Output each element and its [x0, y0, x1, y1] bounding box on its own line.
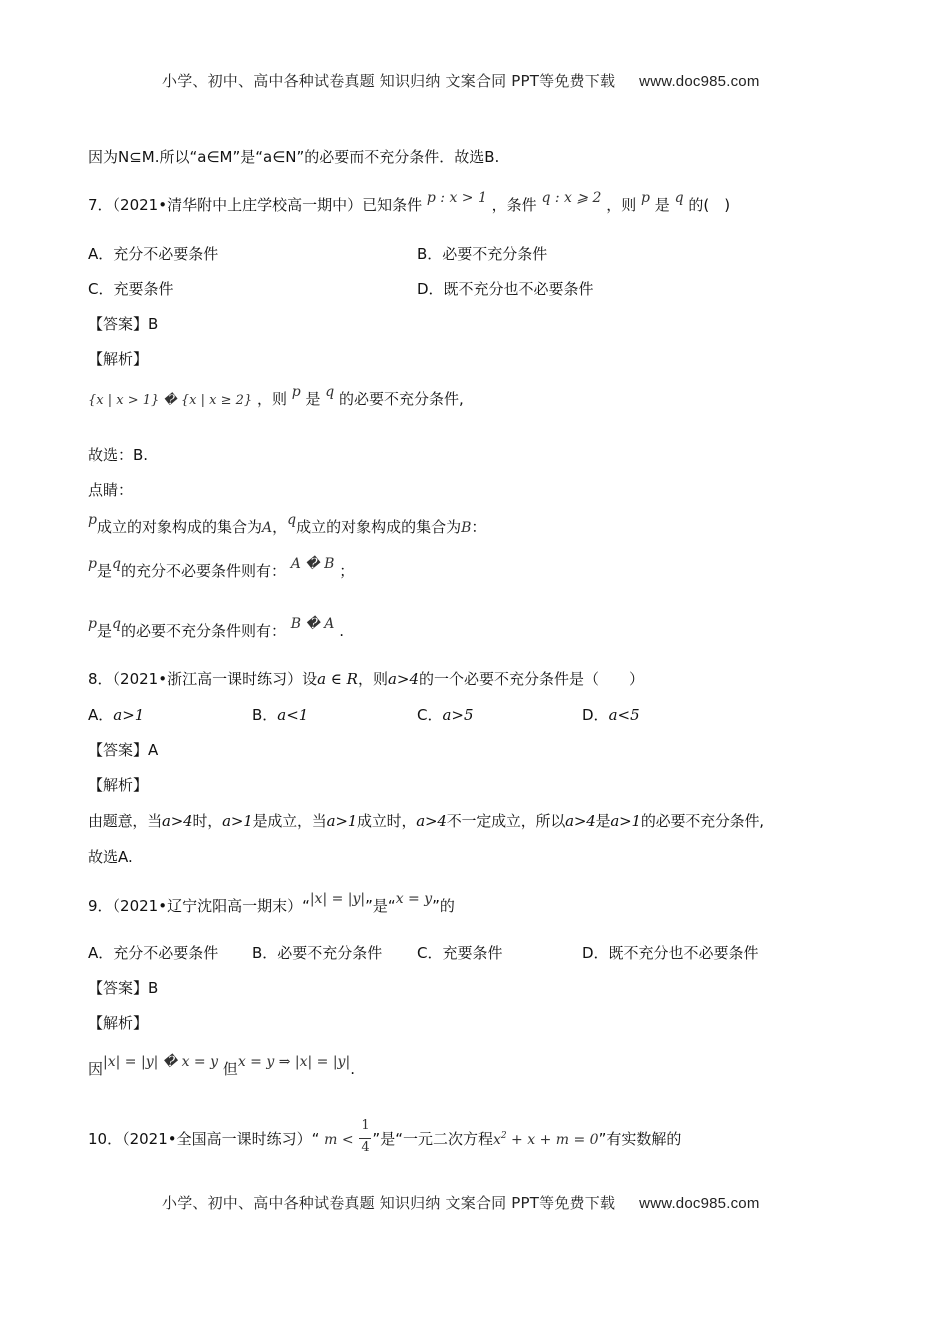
q7-note-line-2: p是q的充分不必要条件则有： A � B ； [88, 556, 355, 580]
q9-option-c: C．充要条件 [417, 944, 503, 962]
q8-option-d: D．a<5 [582, 706, 640, 724]
q7-choose: 故选：B. [88, 446, 149, 464]
q9-stem: 9．（2021•辽宁沈阳高一期末）“|x| = |y|”是“x = y”的 [88, 891, 455, 915]
q10-m-less: m < [324, 1132, 354, 1148]
q7-option-a: A．充分不必要条件 [88, 245, 219, 263]
q9-answer: 【答案】B [88, 979, 159, 997]
footer-site-link[interactable]: www.doc985.com [639, 1195, 760, 1212]
q8-option-b: B．a<1 [252, 706, 309, 724]
q7-set-expression: {x | x > 1} � {x | x ≥ 2} [88, 393, 253, 408]
q8-analysis-label: 【解析】 [88, 776, 149, 794]
q10-stem: 10．（2021•全国高一课时练习）“ m < $\frac{1}{4}$ ”是“一元二次方程$x^2 + x + m = 0$”有实数解的 [88, 1118, 681, 1158]
q9-option-a: A．充分不必要条件 [88, 944, 219, 962]
page-header [162, 70, 760, 91]
q9-option-d: D．既不充分也不必要条件 [582, 944, 759, 962]
q8-option-c: C．a>5 [417, 706, 474, 724]
q7-note-line-3: p是q的必要不充分条件则有： B � A . [88, 616, 344, 640]
q7-solution-line: {x | x > 1} � {x | x ≥ 2} ，则 p 是 q 的必要不充分条件, [88, 384, 464, 408]
q9-analysis-label: 【解析】 [88, 1014, 149, 1032]
q7-p-condition: p : x > 1 [426, 190, 487, 206]
q9-solution-line: 因|x| = |y| � x = y 但x = y ⇒ |x| = |y|. [88, 1054, 355, 1078]
q7-analysis-label: 【解析】 [88, 350, 149, 368]
q10-fraction: $\frac{1}{4}$ [361, 1118, 370, 1155]
header-site-link[interactable]: www.doc985.com [639, 73, 760, 90]
intro-line: 因为N⊆M.所以“a∈M”是“a∈N”的必要而不充分条件．故选B. [88, 148, 500, 166]
q9-solution-expr-2: x = y ⇒ |x| = |y| [237, 1054, 351, 1070]
q10-equation: $x^2 + x + m = 0$ [492, 1131, 599, 1148]
q7-option-b: B．必要不充分条件 [417, 245, 548, 263]
q7-option-c: C．充要条件 [88, 280, 174, 298]
footer-text: 小学、初中、高中各种试卷真题 知识归纳 文案合同 PPT等免费下载 [162, 1194, 616, 1212]
q7-option-d: D．既不充分也不必要条件 [417, 280, 594, 298]
page-footer [162, 1192, 760, 1213]
q9-expr-2: x = y [395, 891, 433, 907]
q7-note-line-1: p成立的对象构成的集合为A，q成立的对象构成的集合为B： [88, 512, 487, 536]
q9-solution-expr-1: |x| = |y| � x = y [103, 1054, 219, 1070]
q8-option-a: A．a>1 [88, 706, 145, 724]
q9-expr-1: |x| = |y| [309, 891, 366, 907]
q7-q-condition: q : x ⩾ 2 [541, 190, 602, 206]
q7-stem: 7．（2021•清华附中上庄学校高一期中）已知条件 p : x > 1 ，条件 q : x ⩾ 2 ，则 p 是 q 的( ) [88, 190, 731, 214]
q9-option-b: B．必要不充分条件 [252, 944, 383, 962]
q7-note-label: 点睛： [88, 481, 134, 499]
q8-stem: 8．（2021•浙江高一课时练习）设a ∈ R，则a>4的一个必要不充分条件是（ ） [88, 670, 645, 688]
q8-solution-line: 由题意，当a>4时，a>1是成立，当a>1成立时，a>4不一定成立，所以a>4是a>1的必要不充分条件, [88, 812, 764, 830]
q7-note-relation-2: B � A [290, 616, 335, 632]
q7-note-relation-1: A � B [290, 556, 335, 572]
q7-answer: 【答案】B [88, 315, 159, 333]
q8-answer: 【答案】A [88, 741, 159, 759]
header-text: 小学、初中、高中各种试卷真题 知识归纳 文案合同 PPT等免费下载 [162, 72, 616, 90]
q8-choose: 故选A. [88, 848, 133, 866]
